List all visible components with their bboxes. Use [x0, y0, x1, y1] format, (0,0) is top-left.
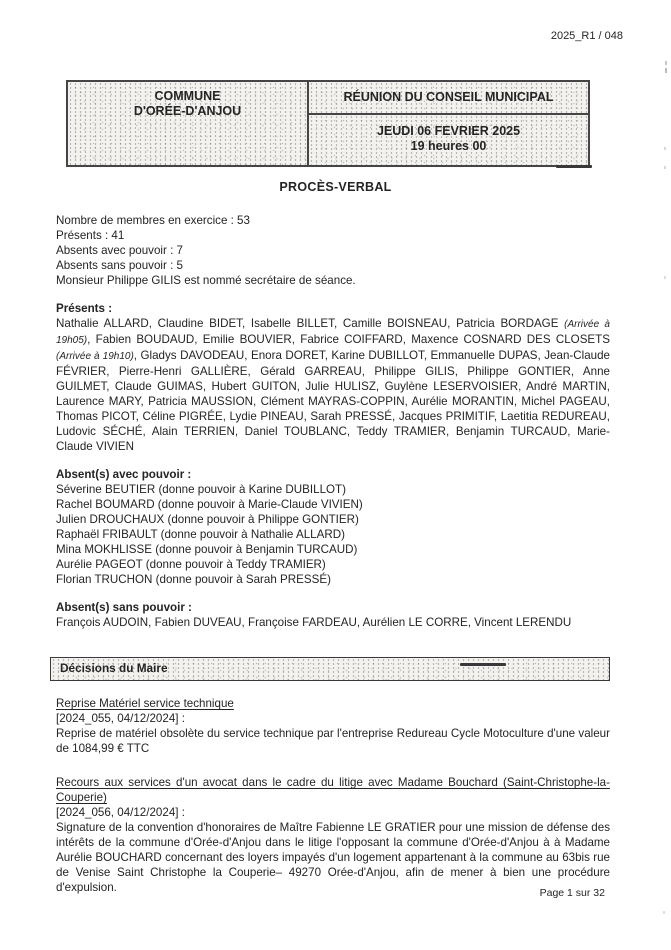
presents-label: Présents : [56, 302, 113, 315]
decision-ref: [2024_056, 04/12/2024] : [56, 806, 185, 819]
info-line: Absents avec pouvoir : 7 [56, 244, 183, 257]
scan-smudge [556, 165, 592, 168]
arrival-note: (Arrivée à 19h05) [56, 319, 610, 346]
scan-artifact [665, 61, 667, 65]
scan-artifact [665, 68, 667, 73]
decision-ref: [2024_055, 04/12/2024] : [56, 712, 185, 725]
decision-body: Reprise de matériel obsolète du service technique par l'entreprise Redureau Cycle Motoculture d'une valeur de 1084,99 € TTC [56, 727, 610, 755]
absent-item: Florian TRUCHON (donne pouvoir à Sarah PRESSÉ) [56, 573, 331, 586]
meeting-datetime [309, 115, 588, 165]
decision-item [56, 696, 610, 756]
scan-smudge [460, 663, 506, 666]
header-table [66, 80, 590, 167]
absent-item: Aurélie PAGEOT (donne pouvoir à Teddy TRAMIER) [56, 558, 326, 571]
commune-line2: D'ORÉE-D'ANJOU [133, 104, 242, 118]
doc-reference: 2025_R1 / 048 [550, 30, 623, 42]
absent-item: Rachel BOUMARD (donne pouvoir à Marie-Claude VIVIEN) [56, 498, 363, 511]
scan-artifact [664, 166, 666, 169]
absents-sans-pouvoir-label: Absent(s) sans pouvoir : [56, 601, 192, 614]
absent-item: Mina MOKHLISSE (donne pouvoir à Benjamin TURCAUD) [56, 543, 358, 556]
presents-part: Nathalie ALLARD, Claudine BIDET, Isabelle BILLET, Camille BOISNEAU, Patricia BORDAGE [56, 317, 565, 330]
presents-part: , Gladys DAVODEAU, Enora DORET, Karine DUBILLOT, Emmanuelle DUPAS, Jean-Claude FÉVRIER, Pierre-Henri GALLIÈRE, Gérald GARREAU, Philippe GILIS, Philippe GONTIER, Anne GUILMET, Claude GUIMAS, Hubert GUITON, Julie HULISZ, Guylène LESERVOISIER, André MARTIN, Laurence MARY, Patricia MAUSSION, Clément MAYRAS-COPPIN, Aurélie MORANTIN, Michel PAGEAU, Thomas PICOT, Céline PIGRÉE, Lydie PINEAU, Sarah PRESSÉ, Jacques PRIMITIF, Laetitia REDUREAU, Ludovic SÉCHÉ, Alain TERRIEN, Daniel TOUBLANC, Teddy TRAMIER, Benjamin TURCAUD, Marie-Claude VIVIEN [56, 349, 610, 453]
absents-sans-pouvoir-block [56, 600, 610, 630]
meeting-cell [309, 82, 588, 165]
meeting-title: RÉUNION DU CONSEIL MUNICIPAL [309, 82, 588, 115]
info-line: Nombre de membres en exercice : 53 [56, 214, 250, 227]
decision-body: Signature de la convention d'honoraires de Maître Fabienne LE GRATIER pour une mission de défense des intérêts de la commune d'Orée-d'Anjou dans le litige l'opposant la commune d'Orée-d'Anjou à à Madame Aurélie BOUCHARD concernant des loyers impayés d'un logement appartenant à la commune au 63bis rue de Venise Saint Christophe la Couperie– 49270 Orée-d'Anjou, afin de mener à bien une procédure d'expulsion. [56, 821, 610, 894]
presents-names [56, 316, 610, 454]
absents-sans-pouvoir-names: François AUDOIN, Fabien DUVEAU, Françoise FARDEAU, Aurélien LE CORRE, Vincent LERENDU [56, 616, 572, 629]
commune-line1: COMMUNE [154, 89, 221, 103]
decision-title: Reprise Matériel service technique [56, 697, 234, 710]
presents-part: , Fabien BOUDAUD, Emilie BOUVIER, Fabrice COIFFARD, Maxence COSNARD DES CLOSETS [87, 333, 610, 346]
absent-item: Raphaël FRIBAULT (donne pouvoir à Nathalie ALLARD) [56, 528, 345, 541]
absent-item: Julien DROUCHAUX (donne pouvoir à Philippe GONTIER) [56, 513, 359, 526]
info-line: Présents : 41 [56, 229, 125, 242]
presents-block [56, 301, 610, 454]
info-line: Monsieur Philippe GILIS est nommé secrétaire de séance. [56, 274, 356, 287]
document-body [56, 213, 610, 895]
decisions-section-header: Décisions du Maire [50, 657, 610, 681]
info-lines [56, 213, 610, 288]
page-footer: Page 1 sur 32 [539, 887, 605, 899]
decision-title: Recours aux services d'un avocat dans le cadre du litige avec Madame Bouchard (Saint-Christophe-la-Couperie) [56, 776, 610, 804]
scan-artifact [664, 147, 666, 150]
page-title: PROCÈS-VERBAL [279, 180, 392, 194]
commune-cell [68, 82, 309, 165]
absents-avec-pouvoir-label: Absent(s) avec pouvoir : [56, 468, 192, 481]
arrival-note: (Arrivée à 19h10) [56, 351, 134, 362]
meeting-time: 19 heures 00 [410, 139, 487, 153]
absents-avec-pouvoir-block [56, 467, 610, 587]
decision-item [56, 775, 610, 895]
absent-item: Séverine BEUTIER (donne pouvoir à Karine DUBILLOT) [56, 483, 346, 496]
meeting-date: JEUDI 06 FEVRIER 2025 [376, 124, 521, 138]
scan-artifact [663, 911, 665, 914]
scan-artifact [664, 276, 666, 279]
info-line: Absents sans pouvoir : 5 [56, 259, 183, 272]
